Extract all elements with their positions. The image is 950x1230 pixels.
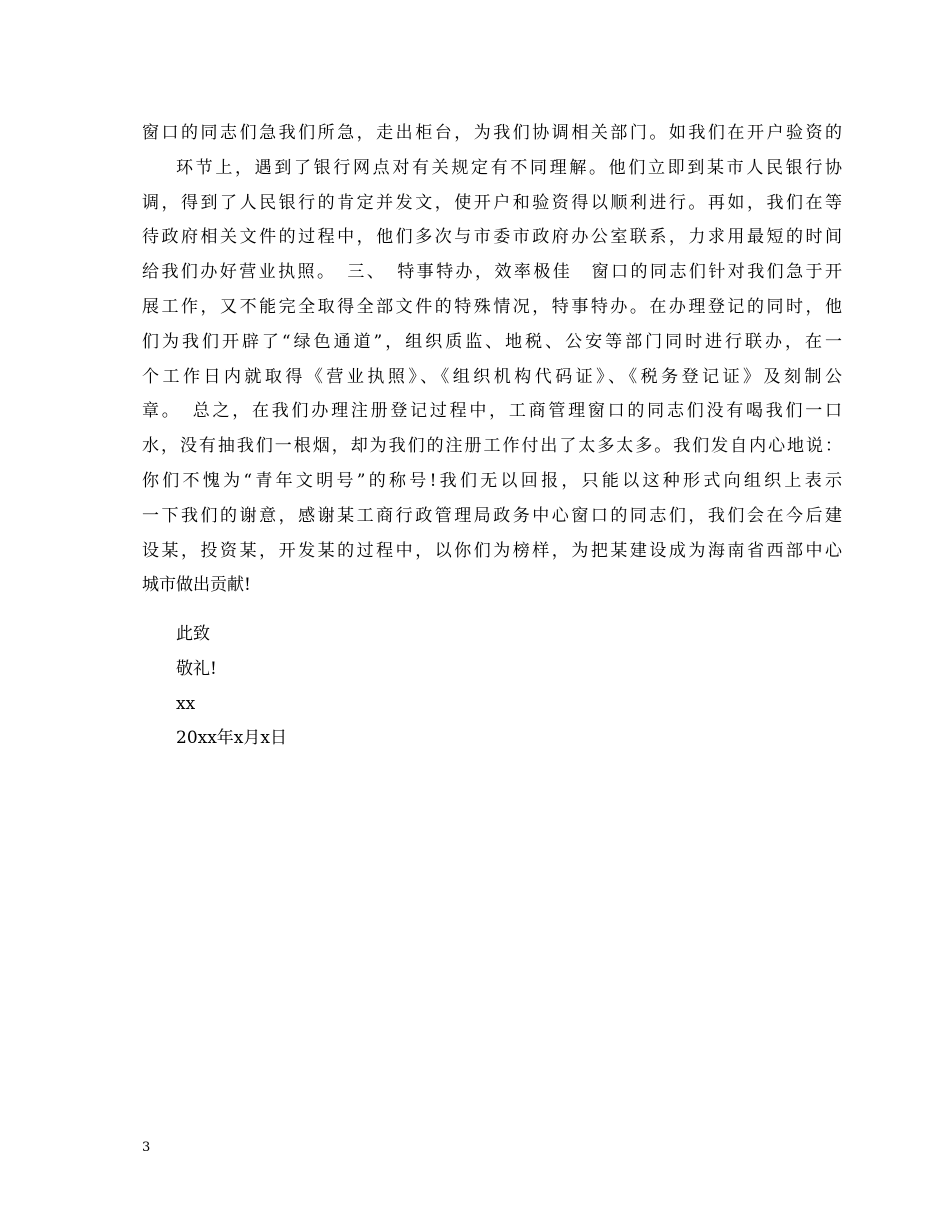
body-line: 你们不愧为“青年文明号”的称号!我们无以回报，只能以这种形式向组织上表示: [142, 470, 842, 491]
body-line: 给我们办好营业执照。 三、 特事特办，效率极佳 窗口的同志们针对我们急于开: [142, 262, 842, 283]
body-line: 们为我们开辟了“绿色通道”，组织质监、地税、公安等部门同时进行联办，在一: [142, 331, 842, 352]
body-line: 设某，投资某，开发某的过程中，以你们为榜样，为把某建设成为海南省西部中心: [142, 540, 842, 561]
body-line: 城市做出贡献!: [142, 575, 251, 596]
letter-body: [142, 116, 842, 603]
signature: xx: [176, 693, 196, 714]
body-line: 调，得到了人民银行的肯定并发文，使开户和验资得以顺利进行。再如，我们在等: [142, 192, 842, 213]
closing-salutation: 此致: [176, 624, 210, 644]
body-line: 窗口的同志们急我们所急，走出柜台，为我们协调相关部门。如我们在开户验资的: [142, 123, 842, 143]
body-line: 展工作，又不能完全取得全部文件的特殊情况，特事特办。在办理登记的同时，他: [142, 296, 842, 317]
closing-regards: 敬礼!: [176, 658, 217, 679]
body-line: 一下我们的谢意，感谢某工商行政管理局政务中心窗口的同志们，我们会在今后建: [142, 505, 842, 526]
body-line: 水，没有抽我们一根烟，却为我们的注册工作付出了太多太多。我们发自内心地说：: [142, 436, 842, 457]
body-line: 章。 总之，在我们办理注册登记过程中，工商管理窗口的同志们没有喝我们一口: [142, 401, 842, 422]
letter-date: 20xx年x月x日: [176, 728, 287, 749]
letter-closing: [176, 617, 287, 756]
body-line: 个工作日内就取得《营业执照》、《组织机构代码证》、《税务登记证》及刻制公: [142, 366, 842, 387]
page-number: 3: [142, 1140, 151, 1155]
body-line: 待政府相关文件的过程中，他们多次与市委市政府办公室联系，力求用最短的时间: [142, 227, 842, 248]
body-line: 环节上，遇到了银行网点对有关规定有不同理解。他们立即到某市人民银行协: [176, 157, 842, 178]
